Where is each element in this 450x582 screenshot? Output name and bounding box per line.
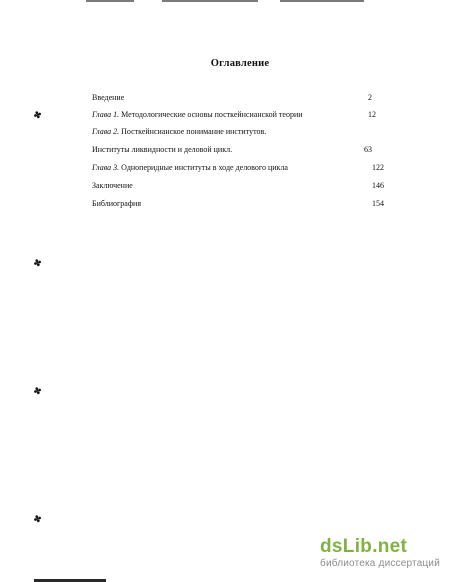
toc-entry-label: Заключение — [92, 181, 133, 190]
dslib-logo: dsLib.net — [320, 536, 408, 557]
toc-entry-bibliography[interactable] — [92, 198, 390, 210]
scan-edge-line — [86, 0, 134, 2]
toc-entry-page: 122 — [372, 163, 384, 172]
toc-entry-page: 154 — [372, 199, 384, 208]
dslib-watermark — [320, 537, 440, 570]
toc-entry-page: 63 — [364, 145, 372, 154]
toc-entry-label: Институты ликвидности и деловой цикл. — [92, 145, 233, 154]
toc-entry-chapter-2[interactable] — [92, 126, 390, 138]
toc-entry-conclusion[interactable] — [92, 180, 390, 192]
binding-hole-mark-icon: ✤ — [32, 385, 43, 398]
toc-entry-label: Глава 1. Методологические основы посткейнсианской теории — [92, 110, 303, 119]
toc-entry-label: Глава 3. Одноперидные институты в ходе делового цикла — [92, 163, 288, 172]
dslib-subtitle: библиотека диссертаций — [320, 558, 440, 569]
binding-hole-mark-icon: ✤ — [32, 257, 43, 270]
scan-edge-line — [280, 0, 364, 2]
toc-entry-chapter-2-continued[interactable] — [92, 144, 390, 156]
toc-entry-chapter-3[interactable] — [92, 162, 390, 174]
toc-entry-introduction[interactable] — [92, 92, 390, 104]
binding-hole-mark-icon: ✤ — [32, 513, 43, 526]
toc-entry-chapter-1[interactable] — [92, 109, 390, 121]
toc-entry-page: 146 — [372, 181, 384, 190]
binding-hole-mark-icon: ✤ — [32, 109, 43, 122]
scan-edge-line — [162, 0, 258, 2]
toc-entry-label: Введение — [92, 93, 125, 102]
toc-entry-label: Библиография — [92, 199, 141, 208]
toc-entry-page: 12 — [368, 110, 376, 119]
toc-entry-page: 2 — [368, 93, 372, 102]
toc-entry-label: Глава 2. Посткейнсианское понимание институтов. — [92, 127, 267, 136]
page-title: Оглавление — [210, 58, 270, 69]
